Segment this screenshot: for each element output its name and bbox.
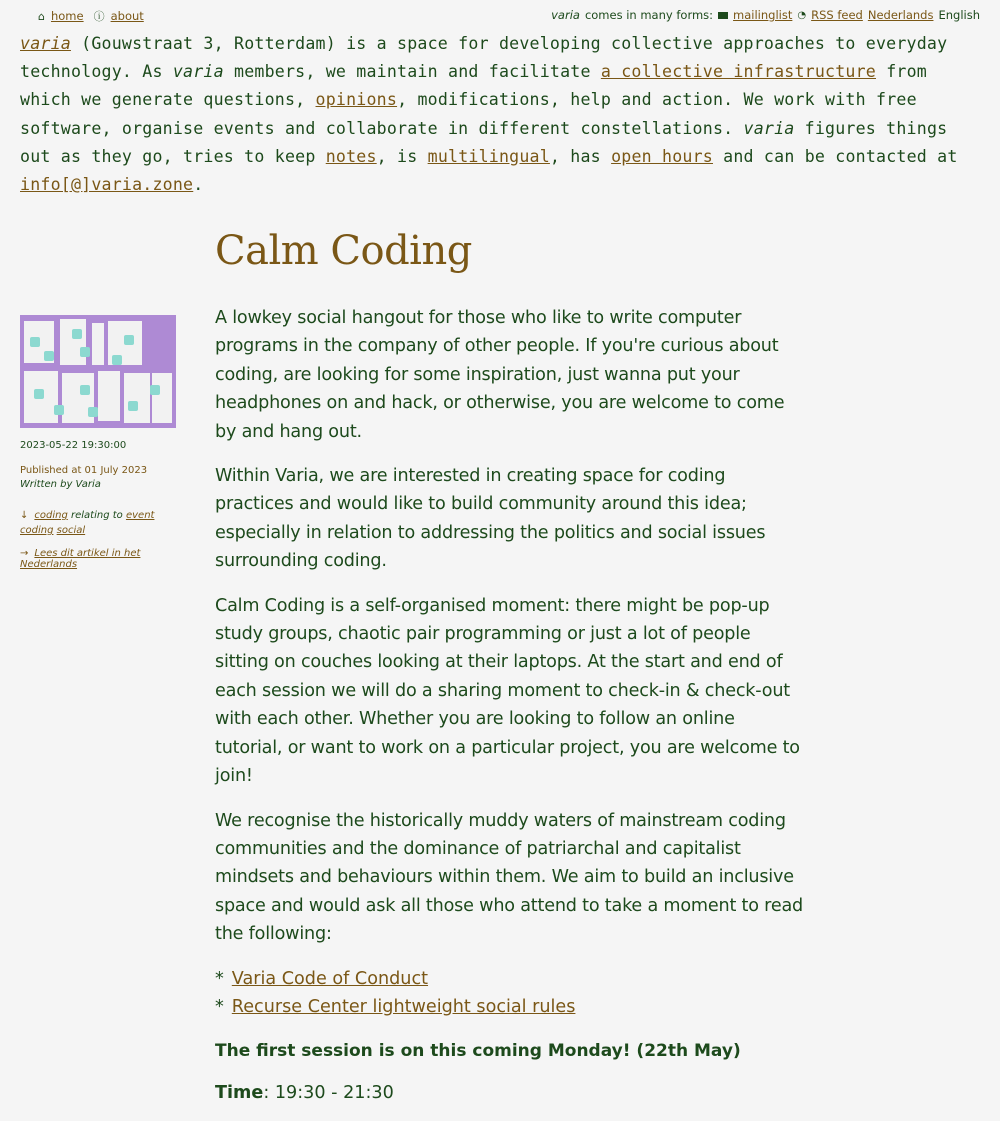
tag-coding2-link[interactable]: coding <box>20 525 54 536</box>
forms-varia: varia <box>551 8 580 22</box>
tag-coding-link[interactable]: coding <box>34 510 68 521</box>
bullet: * <box>215 968 224 989</box>
paragraph-3: Calm Coding is a self-organised moment: there might be pop-up study groups, chaotic pair programming or just a lot of people sitting on couches looking at their laptops. At the start and end of each session we will do a sharing moment to check-in & check-out with each other. Whether you are looking to follow an online tutorial, or want to work on a particular project, you are welcome to join! <box>215 595 800 787</box>
lang-nl-link[interactable]: Nederlands <box>867 8 934 22</box>
email-link[interactable]: info[@]varia.zone <box>20 175 194 195</box>
forms-bar <box>551 8 980 22</box>
arrow-down-icon: ↓ <box>20 510 29 521</box>
intro-part: . <box>193 175 204 195</box>
first-session: The first session is on this coming Monday! (22th May) <box>215 1041 741 1062</box>
nl-translation-link[interactable]: Lees dit artikel in het Nederlands <box>20 548 141 570</box>
tag-social-link[interactable]: social <box>56 525 86 536</box>
paragraph-1: A lowkey social hangout for those who like to write computer programs in the company of other people. If you're curious about coding, are looking for some inspiration, just wanna put your headphones on and hack, or otherwise, you are welcome to come by and hang out. <box>215 308 785 442</box>
calm-coding-thumbnail <box>20 315 176 428</box>
intro-part: and can be contacted at <box>712 146 958 166</box>
tags <box>20 508 180 538</box>
info-icon: ⓘ <box>93 10 105 23</box>
infrastructure-link[interactable]: a collective infrastructure <box>600 62 876 82</box>
intro-part: , has <box>549 146 612 166</box>
tag-event-link[interactable]: event <box>125 510 155 521</box>
relating-text: relating to <box>67 510 126 521</box>
rss-link[interactable]: RSS feed <box>811 8 863 22</box>
session-time <box>215 1083 805 1103</box>
intro-part: , modifications, help and action. We work with free software, organise events and collaborate in different constellations. <box>20 90 917 138</box>
rules-list <box>215 965 805 1022</box>
time-label: Time <box>215 1082 264 1103</box>
intro-part: members, we maintain and facilitate <box>223 62 601 82</box>
intro-part: figures things out as they go, tries to keep <box>20 118 948 166</box>
list-item <box>215 993 805 1021</box>
intro-part: , is <box>376 146 428 166</box>
bullet: * <box>215 996 224 1017</box>
opinions-link[interactable]: opinions <box>315 90 398 110</box>
nl-translation <box>20 548 180 570</box>
forms-text: comes in many forms: <box>584 8 714 22</box>
intro-part: (Gouwstraat 3, Rotterdam) is a space for developing collective approaches to everyday technology. As <box>20 34 948 82</box>
event-date: 2023-05-22 19:30:00 <box>20 440 127 451</box>
article-title: Calm Coding <box>215 228 472 274</box>
open-hours-link[interactable]: open hours <box>611 146 713 166</box>
paragraph-4: We recognise the historically muddy waters of mainstream coding communities and the dominance of patriarchal and capitalist mindsets and behaviours within them. We aim to build an inclusive space and would ask all those who attend to take a moment to read the following: <box>215 810 804 945</box>
intro-varia: varia <box>172 62 224 82</box>
paragraph-2: Within Varia, we are interested in creating space for coding practices and would like to build community around this idea; especially in relation to addressing the politics and social issues surrounding coding. <box>215 466 766 572</box>
article-body <box>215 228 805 1121</box>
intro-varia: varia <box>743 118 795 138</box>
home-icon: ⌂ <box>38 9 45 23</box>
intro-text <box>20 30 960 199</box>
notes-link[interactable]: notes <box>325 146 377 166</box>
home-link[interactable]: home <box>50 9 84 23</box>
top-nav <box>38 8 148 24</box>
about-link[interactable]: about <box>110 9 144 23</box>
rss-icon: ◔ <box>797 9 807 21</box>
list-item <box>215 965 805 993</box>
mailinglist-link[interactable]: mailinglist <box>733 8 793 22</box>
code-of-conduct-link[interactable]: Varia Code of Conduct <box>231 968 429 989</box>
published-date: Published at 01 July 2023 <box>20 465 148 476</box>
arrow-right-icon: → <box>20 548 29 559</box>
intro-part: from which we generate questions, <box>20 62 927 110</box>
lang-en: English <box>938 8 980 22</box>
multilingual-link[interactable]: multilingual <box>427 146 550 166</box>
article-sidebar <box>20 315 180 570</box>
time-value: : 19:30 - 21:30 <box>263 1082 394 1103</box>
author: Written by Varia <box>20 479 101 490</box>
social-rules-link[interactable]: Recurse Center lightweight social rules <box>231 996 576 1017</box>
envelope-icon <box>718 12 728 19</box>
varia-link[interactable]: varia <box>20 34 71 53</box>
